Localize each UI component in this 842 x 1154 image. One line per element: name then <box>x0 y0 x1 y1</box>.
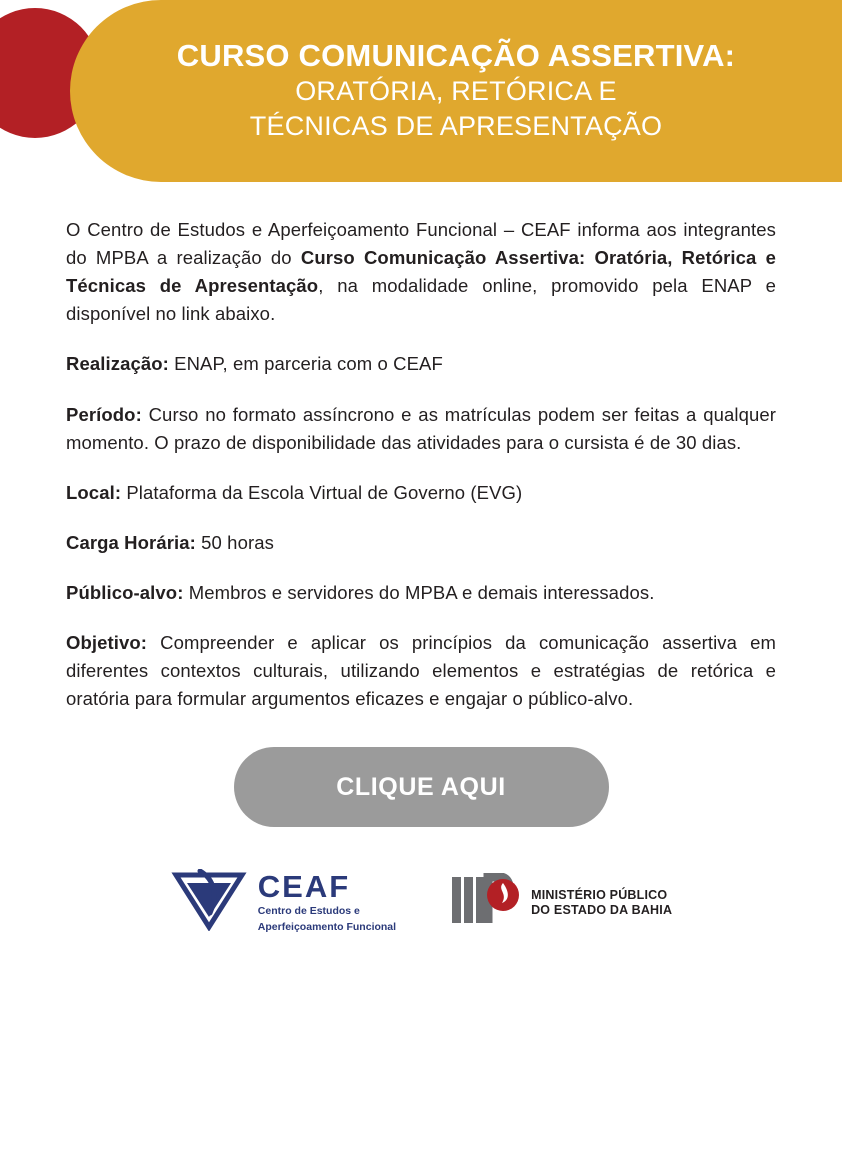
intro-text-part-1: O Centro de Estudos e Aperfeiçoamento Funcional – CEAF informa aos integrantes do MPBA a realização do <box>66 219 776 269</box>
periodo-value: Curso no formato assíncrono e as matrículas podem ser feitas a qualquer momento. O prazo de disponibilidade das atividades para o cursista é de 30 dias. <box>66 403 776 453</box>
header-yellow-band <box>70 0 842 182</box>
cta-row <box>66 747 776 827</box>
objetivo-label: Objetivo: <box>66 632 148 654</box>
footer-logos <box>66 869 776 936</box>
local-label: Local: <box>66 481 122 503</box>
header-banner <box>0 0 842 182</box>
intro-text-part-2: , na modalidade online, promovido pela ENAP e disponível no link abaixo. <box>66 275 776 325</box>
clique-aqui-button[interactable]: CLIQUE AQUI <box>234 747 609 827</box>
ceaf-subtitle-line-1: Centro de Estudos e <box>257 905 360 918</box>
publico-alvo-label: Público-alvo: <box>66 581 184 603</box>
ceaf-logo <box>170 869 396 936</box>
ceaf-name: CEAF <box>257 869 351 905</box>
realizacao-label: Realização: <box>66 353 169 375</box>
realizacao-value: ENAP, em parceria com o CEAF <box>168 353 443 375</box>
intro-course-name: Curso Comunicação Assertiva: Oratória, Retórica e Técnicas de Apresentação <box>66 247 776 297</box>
ceaf-mark-icon <box>170 869 248 936</box>
paragraph-intro <box>66 216 776 328</box>
mpba-line-1: MINISTÉRIO PÚBLICO <box>531 887 668 902</box>
carga-horaria-label: Carga Horária: <box>66 531 196 553</box>
paragraph-objetivo <box>66 629 776 713</box>
ceaf-wordmark <box>258 871 396 934</box>
paragraph-periodo <box>66 401 776 457</box>
local-value: Plataforma da Escola Virtual de Governo (EVG) <box>121 481 523 503</box>
page-title-line-1: CURSO COMUNICAÇÃO ASSERTIVA: <box>176 37 736 73</box>
content-body <box>0 182 842 936</box>
paragraph-publico-alvo <box>66 579 776 607</box>
ceaf-subtitle-line-2: Aperfeiçoamento Funcional <box>257 921 397 934</box>
page-title-line-3: TÉCNICAS DE APRESENTAÇÃO <box>249 111 663 142</box>
objetivo-value: Compreender e aplicar os princípios da comunicação assertiva em diferentes contextos culturais, utilizando elementos e estratégias de retórica e oratória para formular argumentos eficazes e engajar o público-alvo. <box>66 632 776 710</box>
mpba-mark-icon <box>450 873 522 932</box>
carga-horaria-value: 50 horas <box>195 531 274 553</box>
mpba-line-2: DO ESTADO DA BAHIA <box>531 902 673 917</box>
page-title-line-2: ORATÓRIA, RETÓRICA E <box>295 76 617 107</box>
mpba-wordmark <box>531 888 672 918</box>
paragraph-local <box>66 479 776 507</box>
mpba-logo <box>450 873 672 932</box>
paragraph-carga-horaria <box>66 529 776 557</box>
paragraph-realizacao <box>66 350 776 378</box>
publico-alvo-value: Membros e servidores do MPBA e demais interessados. <box>183 581 655 603</box>
periodo-label: Período: <box>66 403 142 425</box>
